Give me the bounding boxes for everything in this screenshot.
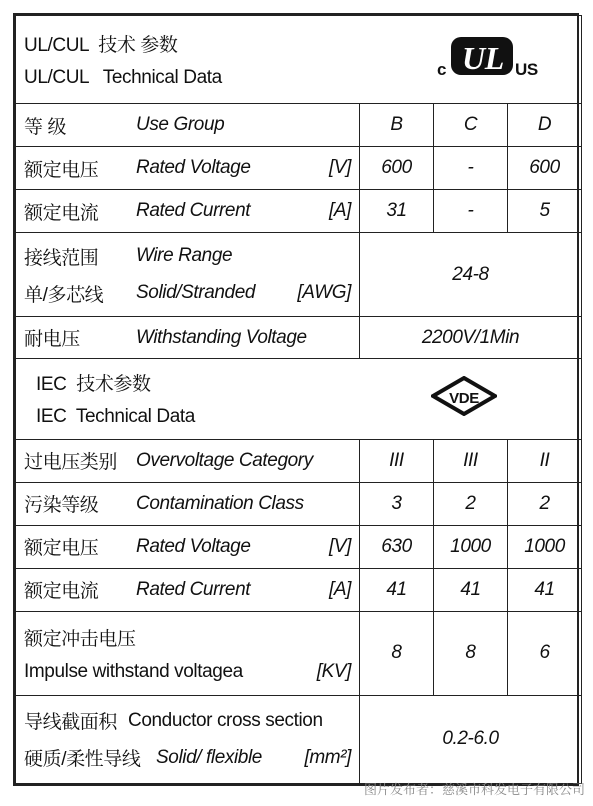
conductor-value: 0.2-6.0	[360, 695, 582, 783]
solid-flexible-en: Solid/ flexible	[156, 746, 262, 768]
cell-value: 600	[508, 147, 582, 190]
row-unit: [A]	[328, 578, 351, 600]
cell-value: III	[434, 439, 508, 482]
cell-value: 600	[360, 147, 434, 190]
cell-value: 2	[508, 482, 582, 525]
iec-rated-current-row	[16, 568, 582, 611]
cell-value: 8	[360, 611, 434, 695]
ul-withstanding-voltage-row	[16, 317, 582, 359]
technical-data-table	[15, 15, 582, 784]
withstand-en: Withstanding Voltage	[136, 326, 307, 348]
iec-contamination-row	[16, 482, 582, 525]
row-unit: [KV]	[316, 660, 351, 682]
iec-overvoltage-row	[16, 439, 582, 482]
cell-value: 5	[508, 190, 582, 233]
row-label-zh: 额定电压	[24, 538, 99, 560]
cell-value: 8	[434, 611, 508, 695]
publisher-watermark: 图片发布者：慈溪市科发电子有限公司	[363, 783, 585, 798]
impulse-en: Impulse withstand voltagea	[24, 660, 243, 682]
iec-title-en: IEC Technical Data	[36, 406, 195, 428]
ul-header-row	[16, 16, 582, 104]
ul-title-cn: UL/CUL 技术 参数	[24, 35, 178, 57]
row-label-en: Contamination Class	[136, 492, 304, 514]
col-header-b: B	[360, 104, 434, 147]
row-label-zh: 额定电流	[24, 202, 99, 224]
row-label-en: Rated Voltage	[136, 157, 251, 179]
logo-c-text: c	[437, 59, 447, 79]
vde-logo-icon	[431, 376, 497, 422]
cell-value: 3	[360, 482, 434, 525]
ul-use-group-row	[16, 104, 582, 147]
conductor-zh: 导线截面积	[24, 712, 118, 734]
cell-value: 1000	[508, 525, 582, 568]
use-group-en: Use Group	[136, 114, 225, 136]
row-label-zh: 额定电压	[24, 159, 99, 181]
cell-value: -	[434, 147, 508, 190]
cell-value: 2	[434, 482, 508, 525]
wire-range-en: Wire Range	[136, 245, 233, 267]
col-header-d: D	[508, 104, 582, 147]
impulse-zh: 额定冲击电压	[24, 628, 136, 650]
col-header-c: C	[434, 104, 508, 147]
logo-us-text: US	[515, 59, 538, 79]
cell-value: III	[360, 439, 434, 482]
row-unit: [AWG]	[297, 282, 351, 304]
cell-value: 41	[434, 568, 508, 611]
row-label-en: Overvoltage Category	[136, 449, 313, 471]
cell-value: 31	[360, 190, 434, 233]
use-group-zh: 等 级	[24, 116, 67, 138]
row-label-en: Rated Current	[136, 200, 251, 222]
row-unit: [V]	[328, 157, 351, 179]
svg-text:UL: UL	[462, 39, 504, 76]
iec-title-cn: IEC 技术参数	[36, 374, 151, 396]
iec-header-row	[16, 359, 582, 439]
withstand-value: 2200V/1Min	[360, 317, 582, 359]
row-label-en: Rated Current	[136, 578, 251, 600]
iec-header-cell	[16, 359, 582, 439]
cell-value: II	[508, 439, 582, 482]
solid-stranded-zh: 单/多芯线	[24, 284, 104, 306]
iec-impulse-row	[16, 611, 582, 695]
row-unit: [A]	[328, 200, 351, 222]
solid-flexible-zh: 硬质/柔性导线	[24, 749, 141, 771]
vde-logo-text: VDE	[449, 389, 479, 407]
cell-value: 1000	[434, 525, 508, 568]
row-unit: [V]	[328, 535, 351, 557]
ul-header-cell	[16, 16, 582, 104]
cul-us-logo-icon	[435, 33, 539, 87]
solid-stranded-en: Solid/Stranded	[136, 282, 256, 304]
cell-value: 41	[508, 568, 582, 611]
row-label-zh: 过电压类别	[24, 452, 118, 474]
iec-conductor-row	[16, 695, 582, 783]
conductor-en: Conductor cross section	[128, 709, 323, 731]
row-label-en: Rated Voltage	[136, 535, 251, 557]
wire-range-zh: 接线范围	[24, 247, 99, 269]
row-label-zh: 额定电流	[24, 581, 99, 603]
ul-wire-range-row	[16, 233, 582, 317]
ul-title-en: UL/CUL Technical Data	[24, 67, 222, 89]
ul-rated-current-row	[16, 190, 582, 233]
wire-range-value: 24-8	[360, 233, 582, 317]
cell-value: 41	[360, 568, 434, 611]
row-label-zh: 污染等级	[24, 495, 99, 517]
row-unit: [mm²]	[304, 746, 351, 768]
cell-value: 6	[508, 611, 582, 695]
withstand-zh: 耐电压	[24, 329, 80, 351]
cell-value: -	[434, 190, 508, 233]
ul-rated-voltage-row	[16, 147, 582, 190]
cell-value: 630	[360, 525, 434, 568]
spec-sheet	[13, 13, 579, 786]
iec-rated-voltage-row	[16, 525, 582, 568]
